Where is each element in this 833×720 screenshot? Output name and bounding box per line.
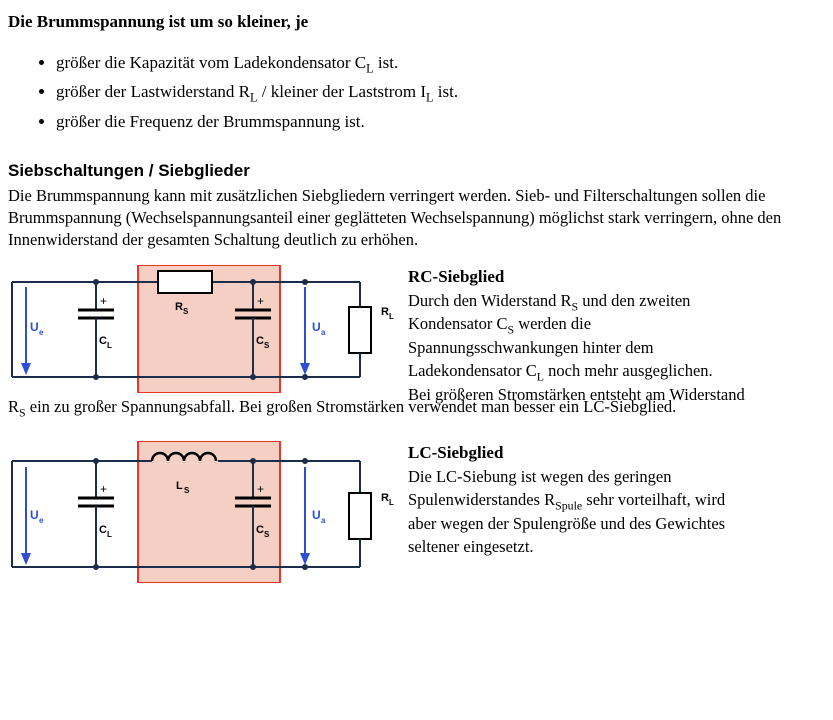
lc-line-4: seltener eingesetzt.: [408, 537, 534, 557]
rc-line-1-sub: S: [571, 299, 579, 314]
lc-line-2-sub: Spule: [555, 498, 583, 513]
bullet-3-text: größer die Frequenz der Brummspannung ist.: [56, 111, 365, 131]
bullet-2-sub-2: L: [426, 90, 434, 105]
bullet-2-text-post: ist.: [433, 82, 459, 102]
resistor-rl-symbol: [349, 307, 371, 353]
bullet-2-text-mid: / kleiner der Laststrom I: [257, 82, 427, 102]
lc-title: LC-Siebglied: [408, 442, 504, 462]
node-cl-top-lc: [93, 458, 99, 464]
rc-line-1: [408, 289, 828, 312]
resistor-rs-symbol: [158, 271, 212, 293]
lc-highlight-box: [138, 441, 280, 583]
lc-line-2a: Spulenwiderstandes R: [408, 490, 556, 510]
label-ua-sub-lc: a: [321, 515, 326, 525]
rc-line-1b: und den zweiten: [578, 290, 691, 310]
label-cs-polarity: +: [257, 293, 265, 308]
node-ua-top-lc: [302, 458, 308, 464]
node-cs-top: [250, 279, 256, 285]
rc-side-text: [408, 265, 828, 406]
lc-line-1: Die LC-Siebung ist wegen des geringen: [408, 466, 672, 486]
list-item: [56, 109, 833, 135]
list-item: [56, 50, 833, 76]
node-cs-bottom: [250, 374, 256, 380]
rc-cont-b: ein zu großer Spannungsabfall. Bei großen Stromstärken verwendet man besser ein LC-Siebglied.: [25, 396, 677, 416]
label-rl-sub: L: [389, 311, 394, 321]
rc-line-4a: Ladekondensator C: [408, 361, 537, 381]
label-cs-sub: S: [264, 340, 270, 350]
node-cl-bottom-lc: [93, 564, 99, 570]
rc-title: RC-Siebglied: [408, 266, 505, 286]
rc-line-2-sub: S: [507, 322, 515, 337]
label-cl-lc: C: [99, 523, 107, 536]
bullet-1-text-post: ist.: [373, 53, 399, 72]
bullet-1-text-pre: größer die Kapazität vom Ladekondensator C: [56, 53, 367, 72]
rc-line-4: [408, 359, 828, 382]
intro-paragraph: Die Brummspannung kann mit zusätzlichen Siebgliedern verringert werden. Sieb- und Filterschaltungen sollen die Brummspannung (Wechselspannungsanteil einer geglätteten Wechselspannung) möglichst stark verringern, ohne den Innenwiderstand der gesamten Schaltung deutlich zu erhöhen.: [8, 186, 782, 249]
bullet-2-sub: L: [250, 90, 258, 105]
label-cl-polarity-lc: +: [100, 481, 108, 496]
label-ua: U: [312, 319, 321, 334]
rc-line-4-sub: L: [536, 369, 545, 384]
label-rl: R: [381, 305, 389, 318]
label-rs: R: [175, 300, 183, 313]
rc-line-1a: Durch den Widerstand R: [408, 290, 572, 310]
list-item: [56, 79, 833, 105]
bullet-list: [0, 50, 833, 135]
node-cl-top: [93, 279, 99, 285]
section-heading: Siebschaltungen / Siebglieder: [8, 161, 250, 181]
label-ue-sub-lc: e: [39, 515, 44, 525]
label-ls-sub: S: [184, 485, 190, 495]
rc-cont-a: R: [8, 396, 20, 416]
label-cl-sub-lc: L: [107, 529, 112, 539]
bullet-2-text-pre: größer der Lastwiderstand R: [56, 82, 251, 102]
bullet-1-sub: L: [366, 61, 374, 76]
rc-line-4b: noch mehr ausgeglichen.: [544, 361, 713, 381]
label-cs-lc: C: [256, 523, 264, 536]
lc-line-3: aber wegen der Spulengröße und des Gewichtes: [408, 513, 726, 533]
rc-diagram-block: [0, 265, 833, 404]
label-ls: L: [176, 479, 183, 492]
label-ua-lc: U: [312, 507, 321, 522]
voltage-arrow-ua-lc: [300, 467, 310, 565]
rc-line-2: [408, 312, 828, 335]
lc-line-2: [408, 488, 828, 511]
label-ue-lc: U: [30, 507, 39, 522]
label-rs-sub: S: [183, 306, 189, 316]
label-ue: U: [30, 319, 39, 334]
document-page: [0, 12, 833, 720]
node-cs-top-lc: [250, 458, 256, 464]
label-rl-sub-lc: L: [389, 497, 394, 507]
label-ue-sub: e: [39, 327, 44, 337]
page-title: Die Brummspannung ist um so kleiner, je: [8, 12, 309, 31]
rc-line-2a: Kondensator C: [408, 314, 508, 334]
lc-diagram-block: [0, 441, 833, 583]
lc-side-text: [408, 441, 828, 559]
label-cl-polarity: +: [100, 293, 108, 308]
node-cl-bottom: [93, 374, 99, 380]
node-ua-top: [302, 279, 308, 285]
voltage-arrow-ua: [300, 287, 310, 375]
label-rl-lc: R: [381, 491, 389, 504]
lc-line-2b: sehr vorteilhaft, wird: [582, 490, 726, 510]
label-cl: C: [99, 334, 107, 347]
resistor-rl-symbol-lc: [349, 493, 371, 539]
node-cs-bottom-lc: [250, 564, 256, 570]
label-cs: C: [256, 334, 264, 347]
label-cs-sub-lc: S: [264, 529, 270, 539]
label-cs-polarity-lc: +: [257, 481, 265, 496]
rc-line-5: Bei größeren Stromstärken entsteht am Widerstand: [408, 384, 745, 404]
label-ua-sub: a: [321, 327, 326, 337]
label-cl-sub: L: [107, 340, 112, 350]
rc-cont-sub: S: [19, 405, 26, 420]
rc-line-2b: werden die: [514, 314, 592, 334]
rc-line-3: Spannungsschwankungen hinter dem: [408, 337, 654, 357]
